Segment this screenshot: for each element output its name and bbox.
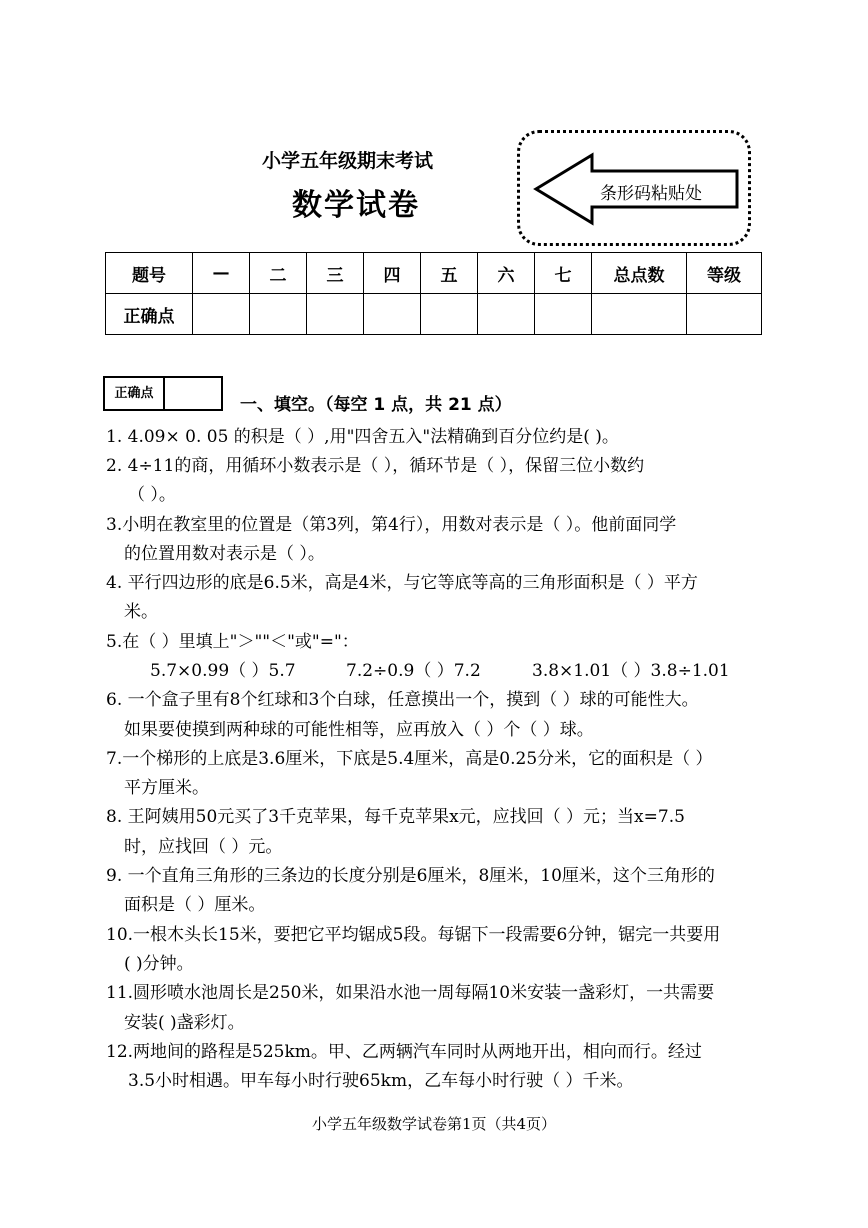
score-input-cell[interactable] (421, 294, 478, 335)
score-header-cell: 三 (307, 253, 364, 294)
question-line: 8. 王阿姨用50元买了3千克苹果，每千克苹果x元，应找回（ ）元；当x=7.5 (106, 807, 685, 827)
score-input-cell[interactable] (193, 294, 250, 335)
score-header-cell: 七 (535, 253, 592, 294)
question-line: 时，应找回（ ）元。 (124, 837, 283, 857)
compare-item: 5.7×0.99（ ）5.7 (150, 661, 296, 681)
score-header-cell: 等级 (687, 253, 762, 294)
score-header-cell: 四 (364, 253, 421, 294)
score-header-cell: 总点数 (592, 253, 687, 294)
section-score-box (103, 376, 223, 411)
score-input-cell[interactable] (307, 294, 364, 335)
compare-item: 7.2÷0.9（ ）7.2 (346, 661, 481, 681)
score-value-row (106, 294, 762, 335)
question-line: 3.小明在教室里的位置是（第3列，第4行），用数对表示是（ ）。他前面同学 (106, 515, 677, 535)
question-line: 面积是（ ）厘米。 (124, 895, 266, 915)
question-line: 平方厘米。 (124, 778, 209, 798)
barcode-label: 条形码粘贴处 (600, 184, 702, 204)
question-line: 4. 平行四边形的底是6.5米，高是4米，与它等底等高的三角形面积是（ ）平方 (106, 573, 698, 593)
score-input-cell[interactable] (687, 294, 762, 335)
question-line: 10.一根木头长15米，要把它平均锯成5段。每锯下一段需要6分钟，锯完一共要用 (106, 925, 721, 945)
score-input-cell[interactable] (535, 294, 592, 335)
question-line: 米。 (124, 602, 158, 622)
score-input-cell[interactable] (250, 294, 307, 335)
question-line: （ ）。 (128, 485, 176, 505)
question-line: 9. 一个直角三角形的三条边的长度分别是6厘米，8厘米，10厘米，这个三角形的 (106, 866, 715, 886)
compare-item: 3.8×1.01（ ）3.8÷1.01 (532, 661, 730, 681)
question-line: 7.一个梯形的上底是3.6厘米，下底是5.4厘米，高是0.25分米，它的面积是（ ） (106, 749, 713, 769)
question-line: 2. 4÷11的商，用循环小数表示是（ ），循环节是（ ），保留三位小数约 (106, 456, 645, 476)
score-header-cell: 二 (250, 253, 307, 294)
question-line: 6. 一个盒子里有8个红球和3个白球，任意摸出一个，摸到（ ）球的可能性大。 (106, 690, 699, 710)
section-heading: 一、填空。（每空 1 点，共 21 点） (240, 395, 512, 415)
question-line: 5.在（ ）里填上"＞""＜"或"="： (106, 632, 359, 652)
barcode-area (517, 130, 751, 246)
question-line: 3.5小时相遇。甲车每小时行驶65km，乙车每小时行驶（ ）千米。 (128, 1071, 634, 1091)
score-input-cell[interactable] (364, 294, 421, 335)
score-header-cell: — (193, 253, 250, 294)
question-line: 1. 4.09× 0. 05 的积是（ ）,用"四舍五入"法精确到百分位约是( )。 (106, 427, 619, 447)
score-header-cell: 六 (478, 253, 535, 294)
score-header-cell: 题号 (106, 253, 193, 294)
section-score-label: 正确点 (105, 378, 165, 409)
question-line: ( )分钟。 (124, 954, 194, 974)
page-footer: 小学五年级数学试卷第1页（共4页） (311, 1115, 557, 1133)
score-row-label: 正确点 (106, 294, 193, 335)
exam-subtitle: 小学五年级期末考试 (262, 150, 434, 172)
question-line: 安装( )盏彩灯。 (124, 1013, 245, 1033)
question-line: 如果要使摸到两种球的可能性相等，应再放入（ ）个（ ）球。 (124, 720, 594, 740)
question-line: 的位置用数对表示是（ ）。 (124, 544, 325, 564)
exam-title: 数学试卷 (292, 188, 420, 223)
question-line: 11.圆形喷水池周长是250米，如果沿水池一周每隔10米安装一盏彩灯，一共需要 (106, 983, 715, 1003)
score-table (105, 252, 762, 335)
score-header-cell: 五 (421, 253, 478, 294)
score-input-cell[interactable] (592, 294, 687, 335)
score-input-cell[interactable] (478, 294, 535, 335)
question-line: 12.两地间的路程是525km。甲、乙两辆汽车同时从两地开出，相向而行。经过 (106, 1042, 702, 1062)
score-header-row (106, 253, 762, 294)
